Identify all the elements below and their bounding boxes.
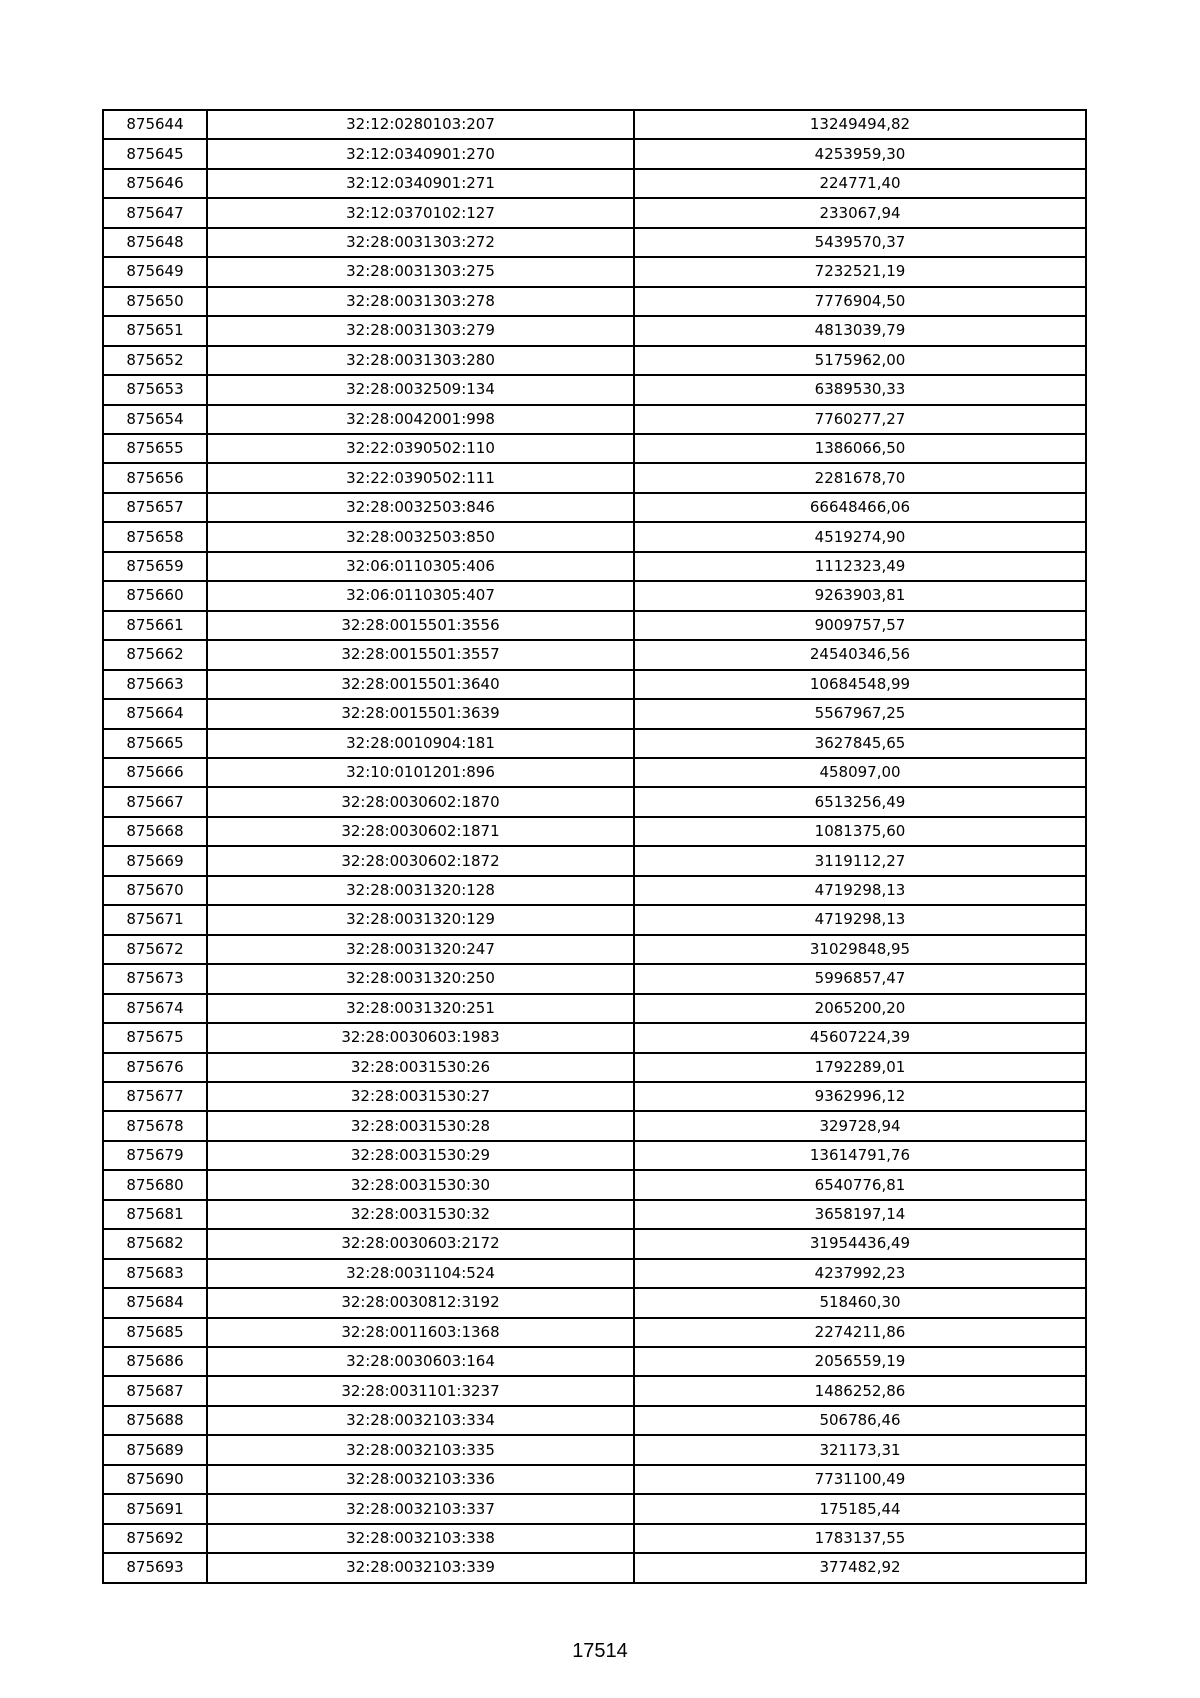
cadastral-number-cell: 32:28:0011603:1368 <box>207 1318 634 1347</box>
cadastral-number-cell: 32:28:0032103:338 <box>207 1524 634 1553</box>
cadastral-number-cell: 32:28:0031303:272 <box>207 228 634 257</box>
value-cell: 1792289,01 <box>634 1053 1086 1082</box>
value-cell: 4719298,13 <box>634 876 1086 905</box>
row-number-cell: 875645 <box>103 139 207 168</box>
value-cell: 45607224,39 <box>634 1023 1086 1052</box>
table-body <box>103 110 1086 1583</box>
row-number-cell: 875646 <box>103 169 207 198</box>
table-row <box>103 581 1086 610</box>
row-number-cell: 875671 <box>103 905 207 934</box>
table-row <box>103 375 1086 404</box>
cadastral-number-cell: 32:28:0031303:275 <box>207 257 634 286</box>
row-number-cell: 875686 <box>103 1347 207 1376</box>
row-number-cell: 875651 <box>103 316 207 345</box>
table-row <box>103 787 1086 816</box>
value-cell: 4719298,13 <box>634 905 1086 934</box>
cadastral-number-cell: 32:06:0110305:407 <box>207 581 634 610</box>
value-cell: 518460,30 <box>634 1288 1086 1317</box>
table-row <box>103 1494 1086 1523</box>
row-number-cell: 875658 <box>103 522 207 551</box>
table-row <box>103 1318 1086 1347</box>
cadastral-number-cell: 32:28:0015501:3557 <box>207 640 634 669</box>
row-number-cell: 875674 <box>103 994 207 1023</box>
table-row <box>103 876 1086 905</box>
cadastral-number-cell: 32:28:0032103:335 <box>207 1435 634 1464</box>
value-cell: 233067,94 <box>634 198 1086 227</box>
cadastral-number-cell: 32:28:0032103:339 <box>207 1553 634 1582</box>
table-row <box>103 110 1086 139</box>
value-cell: 3658197,14 <box>634 1200 1086 1229</box>
row-number-cell: 875689 <box>103 1435 207 1464</box>
row-number-cell: 875688 <box>103 1406 207 1435</box>
value-cell: 175185,44 <box>634 1494 1086 1523</box>
row-number-cell: 875649 <box>103 257 207 286</box>
table-row <box>103 434 1086 463</box>
page-number: 17514 <box>572 1640 628 1662</box>
table-row <box>103 817 1086 846</box>
row-number-cell: 875661 <box>103 611 207 640</box>
value-cell: 24540346,56 <box>634 640 1086 669</box>
value-cell: 31954436,49 <box>634 1229 1086 1258</box>
cadastral-number-cell: 32:28:0010904:181 <box>207 729 634 758</box>
table-row <box>103 198 1086 227</box>
value-cell: 458097,00 <box>634 758 1086 787</box>
cadastral-number-cell: 32:28:0030603:2172 <box>207 1229 634 1258</box>
cadastral-number-cell: 32:28:0031303:280 <box>207 346 634 375</box>
row-number-cell: 875664 <box>103 699 207 728</box>
value-cell: 1783137,55 <box>634 1524 1086 1553</box>
table-row <box>103 139 1086 168</box>
table-row <box>103 1553 1086 1582</box>
cadastral-number-cell: 32:28:0031320:128 <box>207 876 634 905</box>
table-row <box>103 346 1086 375</box>
cadastral-number-cell: 32:28:0031320:129 <box>207 905 634 934</box>
row-number-cell: 875652 <box>103 346 207 375</box>
row-number-cell: 875654 <box>103 405 207 434</box>
row-number-cell: 875648 <box>103 228 207 257</box>
value-cell: 321173,31 <box>634 1435 1086 1464</box>
cadastral-number-cell: 32:06:0110305:406 <box>207 552 634 581</box>
cadastral-number-cell: 32:28:0031303:279 <box>207 316 634 345</box>
table-row <box>103 228 1086 257</box>
table-row <box>103 1288 1086 1317</box>
cadastral-number-cell: 32:28:0031101:3237 <box>207 1376 634 1405</box>
cadastral-value-table <box>102 109 1087 1584</box>
row-number-cell: 875660 <box>103 581 207 610</box>
row-number-cell: 875653 <box>103 375 207 404</box>
cadastral-number-cell: 32:12:0280103:207 <box>207 110 634 139</box>
value-cell: 329728,94 <box>634 1111 1086 1140</box>
value-cell: 9009757,57 <box>634 611 1086 640</box>
value-cell: 13614791,76 <box>634 1141 1086 1170</box>
cadastral-number-cell: 32:28:0030602:1870 <box>207 787 634 816</box>
table-row <box>103 257 1086 286</box>
value-cell: 2056559,19 <box>634 1347 1086 1376</box>
row-number-cell: 875656 <box>103 463 207 492</box>
table-row <box>103 1141 1086 1170</box>
cadastral-number-cell: 32:28:0032503:846 <box>207 493 634 522</box>
table-row <box>103 1170 1086 1199</box>
cadastral-number-cell: 32:28:0031530:29 <box>207 1141 634 1170</box>
row-number-cell: 875662 <box>103 640 207 669</box>
row-number-cell: 875647 <box>103 198 207 227</box>
cadastral-number-cell: 32:28:0031320:247 <box>207 935 634 964</box>
row-number-cell: 875687 <box>103 1376 207 1405</box>
row-number-cell: 875685 <box>103 1318 207 1347</box>
row-number-cell: 875679 <box>103 1141 207 1170</box>
row-number-cell: 875665 <box>103 729 207 758</box>
row-number-cell: 875673 <box>103 964 207 993</box>
row-number-cell: 875677 <box>103 1082 207 1111</box>
table-row <box>103 287 1086 316</box>
cadastral-number-cell: 32:12:0370102:127 <box>207 198 634 227</box>
row-number-cell: 875670 <box>103 876 207 905</box>
cadastral-number-cell: 32:28:0030602:1872 <box>207 846 634 875</box>
value-cell: 6540776,81 <box>634 1170 1086 1199</box>
row-number-cell: 875691 <box>103 1494 207 1523</box>
table-row <box>103 1435 1086 1464</box>
value-cell: 1386066,50 <box>634 434 1086 463</box>
value-cell: 7731100,49 <box>634 1465 1086 1494</box>
value-cell: 2065200,20 <box>634 994 1086 1023</box>
value-cell: 4237992,23 <box>634 1259 1086 1288</box>
value-cell: 506786,46 <box>634 1406 1086 1435</box>
value-cell: 3119112,27 <box>634 846 1086 875</box>
value-cell: 9362996,12 <box>634 1082 1086 1111</box>
table-row <box>103 729 1086 758</box>
table-row <box>103 1229 1086 1258</box>
table-row <box>103 405 1086 434</box>
value-cell: 5996857,47 <box>634 964 1086 993</box>
cadastral-number-cell: 32:28:0030603:1983 <box>207 1023 634 1052</box>
value-cell: 66648466,06 <box>634 493 1086 522</box>
cadastral-number-cell: 32:28:0032103:334 <box>207 1406 634 1435</box>
value-cell: 1081375,60 <box>634 817 1086 846</box>
value-cell: 4519274,90 <box>634 522 1086 551</box>
row-number-cell: 875675 <box>103 1023 207 1052</box>
table-row <box>103 1406 1086 1435</box>
row-number-cell: 875678 <box>103 1111 207 1140</box>
table-row <box>103 994 1086 1023</box>
row-number-cell: 875692 <box>103 1524 207 1553</box>
table-row <box>103 522 1086 551</box>
value-cell: 3627845,65 <box>634 729 1086 758</box>
cadastral-number-cell: 32:28:0032509:134 <box>207 375 634 404</box>
cadastral-number-cell: 32:28:0031303:278 <box>207 287 634 316</box>
cadastral-number-cell: 32:28:0030602:1871 <box>207 817 634 846</box>
value-cell: 7760277,27 <box>634 405 1086 434</box>
value-cell: 6389530,33 <box>634 375 1086 404</box>
cadastral-number-cell: 32:28:0031530:28 <box>207 1111 634 1140</box>
row-number-cell: 875644 <box>103 110 207 139</box>
cadastral-number-cell: 32:28:0015501:3639 <box>207 699 634 728</box>
value-cell: 377482,92 <box>634 1553 1086 1582</box>
cadastral-number-cell: 32:28:0032103:337 <box>207 1494 634 1523</box>
table-row <box>103 758 1086 787</box>
table-row <box>103 1524 1086 1553</box>
table-row <box>103 1465 1086 1494</box>
row-number-cell: 875650 <box>103 287 207 316</box>
table-row <box>103 1111 1086 1140</box>
cadastral-number-cell: 32:12:0340901:270 <box>207 139 634 168</box>
value-cell: 4813039,79 <box>634 316 1086 345</box>
row-number-cell: 875693 <box>103 1553 207 1582</box>
cadastral-number-cell: 32:28:0032103:336 <box>207 1465 634 1494</box>
value-cell: 2281678,70 <box>634 463 1086 492</box>
cadastral-number-cell: 32:28:0032503:850 <box>207 522 634 551</box>
value-cell: 1486252,86 <box>634 1376 1086 1405</box>
table-row <box>103 699 1086 728</box>
cadastral-number-cell: 32:12:0340901:271 <box>207 169 634 198</box>
cadastral-number-cell: 32:28:0031320:250 <box>207 964 634 993</box>
value-cell: 5567967,25 <box>634 699 1086 728</box>
value-cell: 224771,40 <box>634 169 1086 198</box>
table-row <box>103 670 1086 699</box>
table-row <box>103 935 1086 964</box>
value-cell: 5175962,00 <box>634 346 1086 375</box>
cadastral-number-cell: 32:28:0030603:164 <box>207 1347 634 1376</box>
value-cell: 7232521,19 <box>634 257 1086 286</box>
row-number-cell: 875683 <box>103 1259 207 1288</box>
value-cell: 31029848,95 <box>634 935 1086 964</box>
table-row <box>103 1259 1086 1288</box>
cadastral-number-cell: 32:28:0031104:524 <box>207 1259 634 1288</box>
cadastral-number-cell: 32:28:0031530:27 <box>207 1082 634 1111</box>
cadastral-number-cell: 32:10:0101201:896 <box>207 758 634 787</box>
table-row <box>103 1082 1086 1111</box>
table-row <box>103 1376 1086 1405</box>
row-number-cell: 875684 <box>103 1288 207 1317</box>
value-cell: 6513256,49 <box>634 787 1086 816</box>
value-cell: 7776904,50 <box>634 287 1086 316</box>
cadastral-number-cell: 32:28:0031530:32 <box>207 1200 634 1229</box>
row-number-cell: 875682 <box>103 1229 207 1258</box>
value-cell: 10684548,99 <box>634 670 1086 699</box>
table-row <box>103 1200 1086 1229</box>
row-number-cell: 875672 <box>103 935 207 964</box>
cadastral-number-cell: 32:28:0030812:3192 <box>207 1288 634 1317</box>
cadastral-number-cell: 32:28:0031320:251 <box>207 994 634 1023</box>
table-row <box>103 316 1086 345</box>
row-number-cell: 875657 <box>103 493 207 522</box>
table-row <box>103 1053 1086 1082</box>
cadastral-number-cell: 32:28:0015501:3640 <box>207 670 634 699</box>
table-row <box>103 846 1086 875</box>
value-cell: 2274211,86 <box>634 1318 1086 1347</box>
table-row <box>103 463 1086 492</box>
cadastral-number-cell: 32:22:0390502:111 <box>207 463 634 492</box>
cadastral-number-cell: 32:22:0390502:110 <box>207 434 634 463</box>
row-number-cell: 875676 <box>103 1053 207 1082</box>
row-number-cell: 875681 <box>103 1200 207 1229</box>
value-cell: 4253959,30 <box>634 139 1086 168</box>
row-number-cell: 875663 <box>103 670 207 699</box>
value-cell: 9263903,81 <box>634 581 1086 610</box>
row-number-cell: 875667 <box>103 787 207 816</box>
row-number-cell: 875680 <box>103 1170 207 1199</box>
value-cell: 1112323,49 <box>634 552 1086 581</box>
table-row <box>103 640 1086 669</box>
cadastral-number-cell: 32:28:0042001:998 <box>207 405 634 434</box>
table-row <box>103 1023 1086 1052</box>
row-number-cell: 875655 <box>103 434 207 463</box>
table-row <box>103 964 1086 993</box>
row-number-cell: 875666 <box>103 758 207 787</box>
table-row <box>103 905 1086 934</box>
table-row <box>103 493 1086 522</box>
cadastral-number-cell: 32:28:0031530:26 <box>207 1053 634 1082</box>
row-number-cell: 875669 <box>103 846 207 875</box>
cadastral-number-cell: 32:28:0031530:30 <box>207 1170 634 1199</box>
row-number-cell: 875659 <box>103 552 207 581</box>
row-number-cell: 875690 <box>103 1465 207 1494</box>
row-number-cell: 875668 <box>103 817 207 846</box>
table-row <box>103 611 1086 640</box>
table-row <box>103 1347 1086 1376</box>
table-row <box>103 169 1086 198</box>
value-cell: 5439570,37 <box>634 228 1086 257</box>
value-cell: 13249494,82 <box>634 110 1086 139</box>
table-row <box>103 552 1086 581</box>
cadastral-number-cell: 32:28:0015501:3556 <box>207 611 634 640</box>
